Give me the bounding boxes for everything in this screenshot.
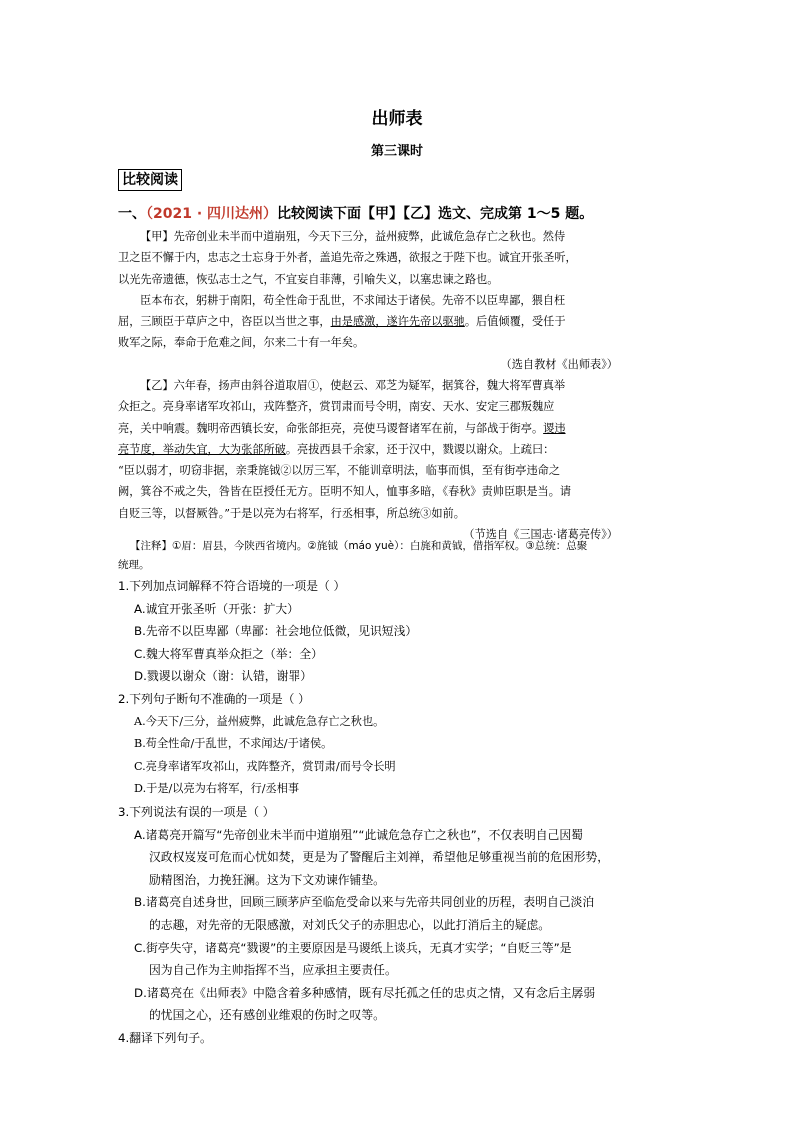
passage-line: 众拒之。亮身率诸军攻祁山，戎阵整齐，赏罚肃而号令明，南安、天水、安定三郡叛魏应 [118, 400, 555, 414]
passage-text: 。亮拔西县千余家，还于汉中，戮谡以谢众。上疏曰： [285, 442, 555, 456]
answer-option[interactable]: A.今天下/三分，益州疲弊，此诚危急存亡之秋也。 [134, 714, 385, 728]
answer-option[interactable]: C.亮身率诸军攻祁山，戎阵整齐，赏罚肃/而号令长明 [134, 759, 396, 773]
passage-source: （节选自《三国志·诸葛亮传》） [463, 528, 618, 542]
option-line: C.街亭失守，诸葛亮“戮谡”的主要原因是马谡纸上谈兵，无真才实学；“自贬三等”是 [134, 940, 572, 955]
question-stem: 2.下列句子断句不准确的一项是（ ） [118, 691, 310, 706]
underlined-sentence: 亮节度，举动失宜，大为张郃所破 [118, 442, 286, 456]
passage-jia [118, 226, 678, 375]
passage-line: 败军之际，奉命于危难之间，尔来二十有一年矣。 [118, 336, 365, 350]
option-line: D.诸葛亮在《出师表》中隐含着多种感情，既有尽托孤之任的忠贞之情，又有念后主孱弱 [134, 985, 596, 1000]
section-label: 比较阅读 [118, 169, 182, 191]
annotation-note [118, 537, 678, 575]
underlined-sentence: 谡违 [543, 421, 566, 435]
answer-option[interactable]: C.魏大将军曹真举众拒之（举：全） [134, 646, 323, 661]
note-line: 统理。 [118, 559, 150, 571]
option-line: B.诸葛亮自述身世，回顾三顾茅庐至临危受命以来与先帝共同创业的历程，表明自己淡泊 [134, 895, 595, 910]
option-line: 汉政权岌岌可危而心忧如焚，更是为了警醒后主刘禅，希望他足够重视当前的危困形势， [149, 850, 610, 865]
passage-line: 【乙】六年春，扬声由斜谷道取眉①，使赵云、邓芝为疑军，据箕谷，魏大将军曹真举 [140, 379, 566, 392]
passage-line: 【甲】先帝创业未半而中道崩殂，今天下三分，益州疲弊，此诚危急存亡之秋也。然侍 [140, 230, 566, 243]
passage-line: 以光先帝遗德，恢弘志士之气，不宜妄自菲薄，引喻失义，以塞忠谏之路也。 [118, 272, 499, 286]
answer-option[interactable] [118, 982, 678, 1027]
passage-yi [118, 375, 678, 545]
page-subtitle: 第三课时 [370, 144, 423, 159]
question-header [118, 203, 698, 223]
option-line: 的志趣，对先帝的无限感激，对刘氏父子的赤胆忠心，以此打消后主的疑虑。 [149, 917, 551, 932]
question-stem: 4.翻译下列句子。 [118, 1030, 212, 1045]
passage-line: 阙，箕谷不戒之失，咎皆在臣授任无方。臣明不知人，恤事多暗，《春秋》责帅臣职是当。请 [118, 485, 572, 499]
passage-line: 卫之臣不懈于内，忠志之士忘身于外者，盖追先帝之殊遇，欲报之于陛下也。诚宜开张圣听， [118, 251, 577, 265]
answer-option[interactable]: B.先帝不以臣卑鄙（卑鄙：社会地位低微，见识短浅） [134, 624, 418, 639]
question-source: （2021 · 四川达州） [146, 206, 278, 222]
passage-line [118, 418, 678, 439]
answer-option[interactable] [118, 824, 678, 892]
option-line: 因为自己作为主帅指挥不当，应承担主要责任。 [149, 963, 397, 978]
answer-option[interactable]: D.于是/以亮为右将军，行/丞相事 [134, 782, 300, 796]
answer-option[interactable]: D.戮谡以谢众（谢：认错，谢罪） [134, 669, 312, 684]
option-line: 励精图治，力挽狂澜。这为下文劝谏作铺垫。 [149, 872, 385, 887]
answer-option[interactable] [118, 891, 678, 936]
option-line: 的忧国之心，还有感创业维艰的伤时之叹等。 [149, 1008, 385, 1023]
question-list [118, 575, 678, 1049]
passage-line: 臣本布衣，躬耕于南阳，苟全性命于乱世，不求闻达于诸侯。先帝不以臣卑鄙，猥自枉 [140, 293, 566, 307]
passage-text: 。后值倾覆，受任于 [464, 315, 566, 329]
passage-line [118, 311, 678, 332]
question-stem: 3.下列说法有误的一项是（ ） [118, 804, 275, 819]
question-instruction: 比较阅读下面【甲】【乙】选文、完成第 1～5 题。 [277, 206, 594, 222]
question-number: 一、 [118, 206, 146, 222]
page-title: 出师表 [371, 109, 423, 129]
note-line: 【注释】①眉：眉县，今陕西省境内。②旄钺（máo yuè）：白旄和黄钺，借指军权。③总统：总聚 [130, 540, 588, 552]
passage-line: “臣以弱才，叨窃非据，亲秉旄钺②以厉三军，不能训章明法，临事而惧，至有街亭违命之 [118, 464, 561, 478]
underlined-sentence: 由是感激，遂许先帝以驱驰 [330, 315, 465, 329]
passage-source: （选自教材《出师表》） [500, 357, 618, 371]
passage-text: 亮，关中响震。魏明帝西镇长安，命张郃拒亮，亮使马谡督诸军在前，与郃战于街亭。 [118, 421, 544, 435]
passage-text: 屈，三顾臣于草庐之中，咨臣以当世之事， [118, 315, 331, 329]
answer-option[interactable]: A.诚宜开张圣听（开张：扩大） [134, 601, 299, 616]
answer-option[interactable]: B.苟全性命/于乱世，不求闻达/于诸侯。 [134, 737, 333, 751]
passage-line: 自贬三等，以督厥咎。”于是以亮为右将军，行丞相事，所总统③如前。 [118, 506, 465, 520]
question-stem: 1.下列加点词解释不符合语境的一项是（ ） [118, 579, 346, 593]
option-line: A.诸葛亮开篇写“先帝创业未半而中道崩殂”“此诚危急存亡之秋也”，不仅表明自己因蜀 [134, 827, 583, 842]
passage-line [118, 439, 678, 460]
answer-option[interactable] [118, 937, 678, 982]
